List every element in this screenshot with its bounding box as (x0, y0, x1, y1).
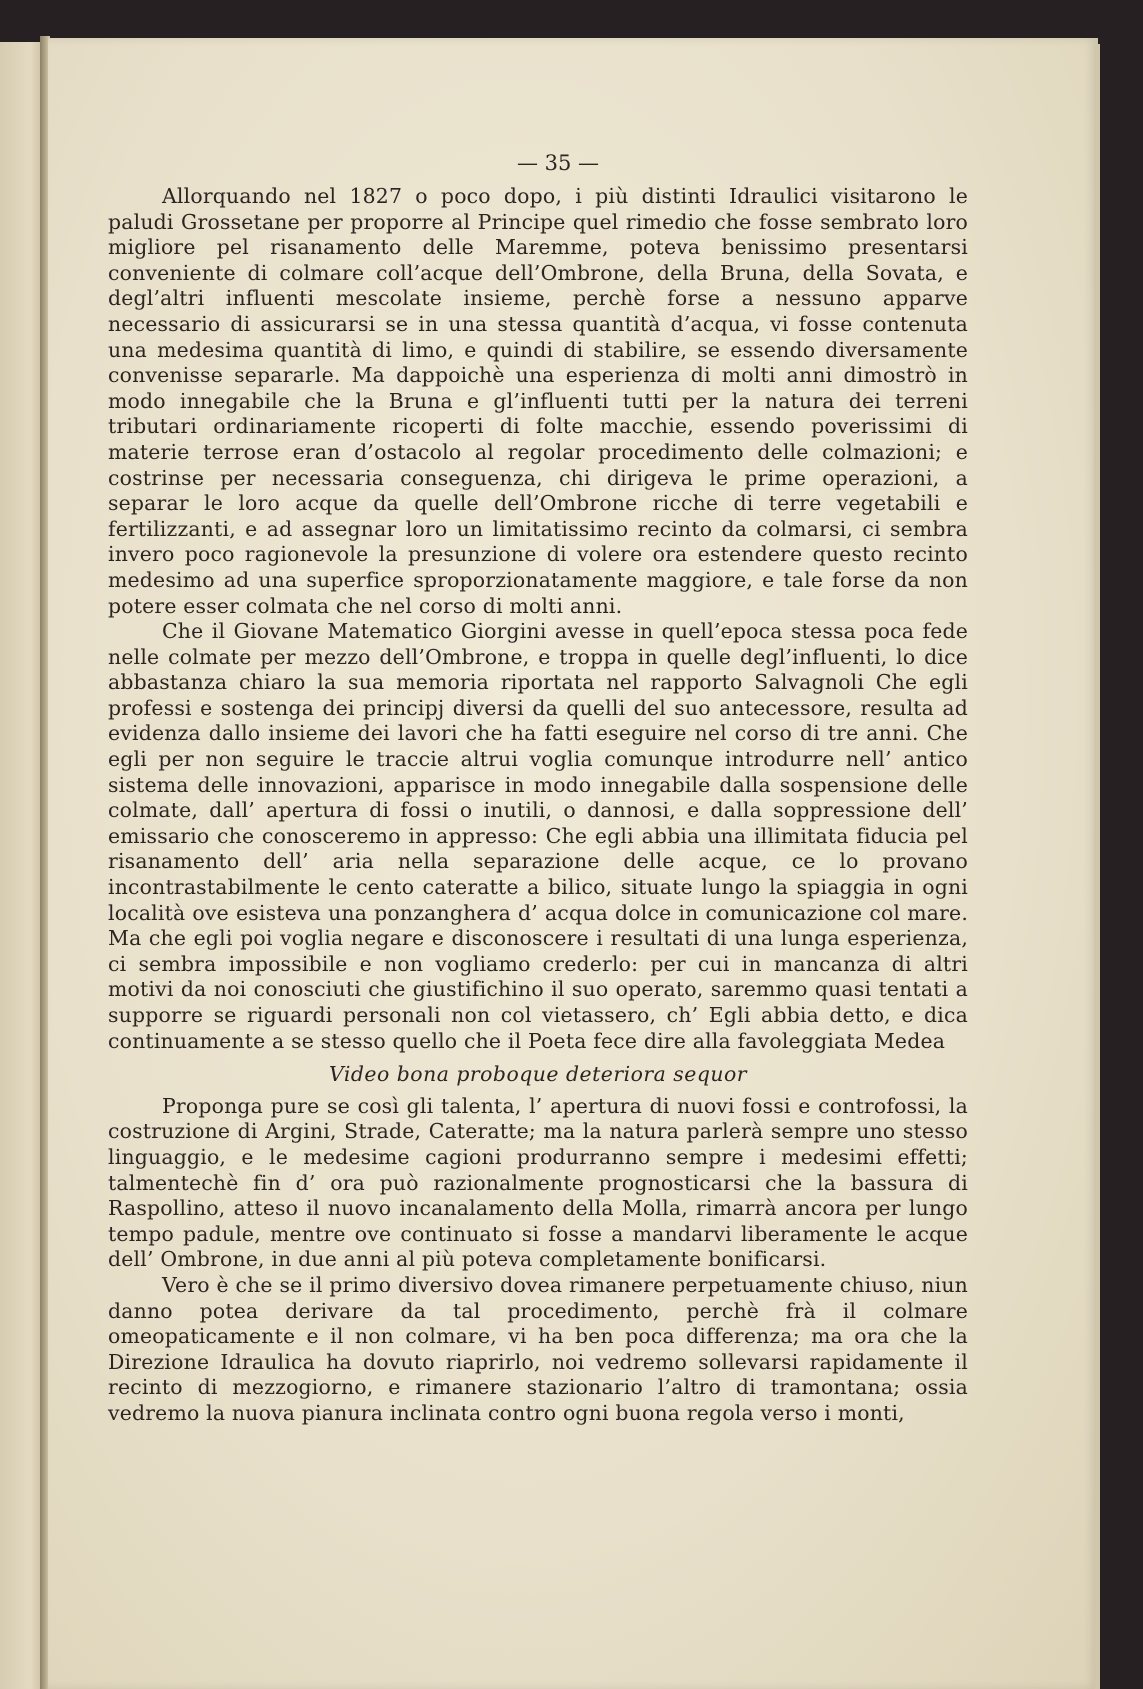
page-text (108, 150, 968, 1427)
paragraph-2: Che il Giovane Matematico Giorgini avesse in quell’epoca stessa poca fede nelle colmate per mezzo dell’Ombrone, e troppa in quelle degl’influenti, lo dice abbastanza chiaro la sua memoria riportata nel rapporto Salvagnoli Che egli professi e sostenga dei principj diversi da quelli del suo antecessore, resulta ad evidenza dallo insieme dei lavori che ha fatti eseguire nel corso di tre anni. Che egli per non seguire le traccie altrui voglia comunque introdurre nell’ antico sistema delle innovazioni, apparisce in modo innegabile dalla sospensione delle colmate, dall’ apertura di fossi o inutili, o dannosi, e dalla soppressione dell’ emissario che conosceremo in appresso: Che egli abbia una illimitata fiducia pel risanamento dell’ aria nella separazione delle acque, ce lo provano incontrastabilmente le cento cateratte a bilico, situate lungo la spiaggia in ogni località ove esisteva una ponzanghera d’ acqua dolce in comunicazione col mare. Ma che egli poi voglia negare e disconoscere i resultati di una lunga esperienza, ci sembra impossibile e non vogliamo crederlo: per cui in mancanza di altri motivi da noi conosciuti che giustifichino il suo operato, saremmo quasi tentati a supporre se riguardi personali non col vietassero, ch’ Egli abbia detto, e dica continuamente a se stesso quello che il Poeta fece dire alla favoleggiata Medea (108, 619, 968, 1053)
paragraph-1: Allorquando nel 1827 o poco dopo, i più distinti Idraulici visitarono le paludi Grossetane per proporre al Principe quel rimedio che fosse sembrato loro migliore pel risanamento delle Maremme, poteva benissimo presentarsi conveniente di colmare coll’acque dell’Ombrone, della Bruna, della Sovata, e degl’altri influenti mescolate insieme, perchè forse a nessuno apparve necessario di assicurarsi se in una stessa quantità d’acqua, vi fosse contenuta una medesima quantità di limo, e quindi di stabilire, se essendo diversamente convenisse separarle. Ma dappoichè una esperienza di molti anni dimostrò in modo innegabile che la Bruna e gl’influenti tutti per la natura dei terreni tributari ordinariamente ricoperti di folte macchie, essendo poverissimi di materie terrose eran d’ostacolo al regolar procedimento delle colmazioni; e costrinse per necessaria conseguenza, chi dirigeva le prime operazioni, a separar le loro acque da quelle dell’Ombrone ricche di terre vegetabili e fertilizzanti, e ad assegnar loro un limitatissimo recinto da colmarsi, ci sembra invero poco ragionevole la presunzione di volere ora estendere questo recinto medesimo ad una superfice sproporzionatamente maggiore, e tale forse da non potere esser colmata che nel corso di molti anni. (108, 184, 968, 618)
paragraph-3: Proponga pure se così gli talenta, l’ apertura di nuovi fossi e controfossi, la costruzione di Argini, Strade, Cateratte; ma la natura parlerà sempre uno stesso linguaggio, e le medesime cagioni produrranno sempre i medesimi effetti; talmentechè fin d’ ora può razionalmente prognosticarsi che la bassura di Raspollino, atteso il nuovo incanalamento della Molla, rimarrà ancora per lungo tempo padule, mentre ove continuato si fosse a mandarvi liberamente le acque dell’ Ombrone, in due anni al più poteva completamente bonificarsi. (108, 1093, 968, 1272)
latin-quote-text: Video bona proboque deteriora sequor (328, 1062, 748, 1087)
paragraph-4: Vero è che se il primo diversivo dovea rimanere perpetuamente chiuso, niun danno potea derivare da tal procedimento, perchè frà il colmare omeopaticamente e il non colmare, vi ha ben poca differenza; ma ora che la Direzione Idraulica ha dovuto riaprirlo, noi vedremo sollevarsi rapidamente il recinto di mezzogiorno, e rimanere stazionario l’altro di tramontana; ossia vedremo la nuova pianura inclinata contro ogni buona regola verso i monti, (108, 1272, 968, 1425)
page-edge (1094, 44, 1100, 1689)
latin-quote (108, 1062, 968, 1088)
left-page-edge (0, 42, 44, 1689)
page-number: — 35 — (516, 151, 600, 175)
